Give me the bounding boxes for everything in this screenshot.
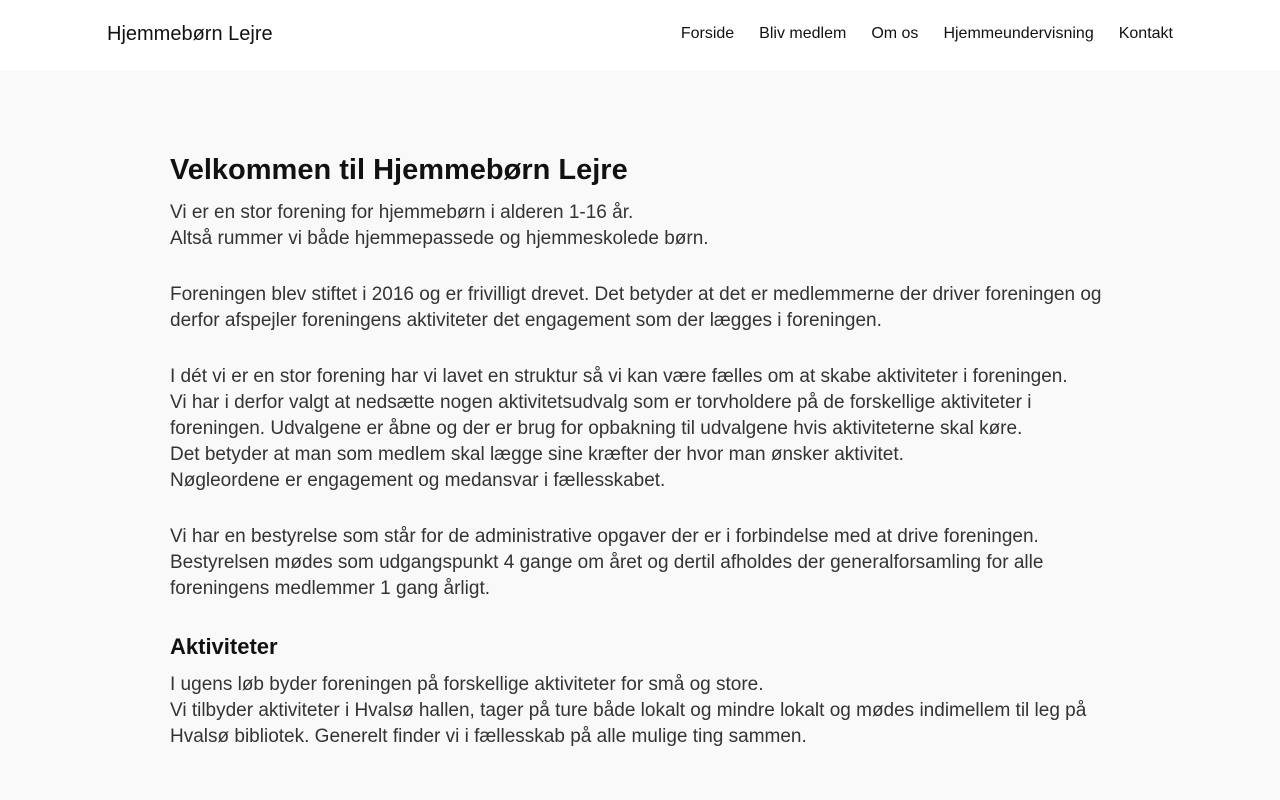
paragraph-line: Vi tilbyder aktiviteter i Hvalsø hallen, tager på ture både lokalt og mindre lokalt og mødes indimellem til leg på Hvalsø bibliotek. Generelt finder vi i fællesskab på alle mulige ting sammen. xyxy=(170,700,1087,747)
paragraph-line: Bestyrelsen mødes som udgangspunkt 4 gange om året og dertil afholdes der generalforsamling for alle foreningens medlemmer 1 gang årligt. xyxy=(170,552,1044,599)
paragraph-line: I ugens løb byder foreningen på forskellige aktiviteter for små og store. xyxy=(170,674,764,695)
intro-paragraph xyxy=(170,200,1115,252)
paragraph-line: Det betyder at man som medlem skal lægge sine kræfter der hvor man ønsker aktivitet. xyxy=(170,444,904,465)
paragraph-line: Vi har i derfor valgt at nedsætte nogen aktivitetsudvalg som er torvholdere på de forskellige aktiviteter i foreningen. Udvalgene er åbne og der er brug for opbakning til udvalgene hvis aktiviteterne skal køre. xyxy=(170,392,1032,439)
paragraph-line: Altså rummer vi både hjemmepassede og hjemmeskolede børn. xyxy=(170,228,709,249)
activities-heading: Aktiviteter xyxy=(170,634,278,659)
activities-paragraph xyxy=(170,672,1115,750)
paragraph-line: Nøgleordene er engagement og medansvar i fællesskabet. xyxy=(170,470,666,491)
nav-item-forside[interactable]: Forside xyxy=(680,25,735,42)
board-paragraph xyxy=(170,524,1115,602)
nav-item-om-os[interactable]: Om os xyxy=(871,25,919,42)
paragraph-line: Foreningen blev stiftet i 2016 og er frivilligt drevet. Det betyder at det er medlemmerne der driver foreningen og derfor afspejler foreningens aktiviteter det engagement som der lægges i foreningen. xyxy=(170,284,1102,331)
site-title-link[interactable]: Hjemmebørn Lejre xyxy=(107,23,273,45)
main-nav xyxy=(681,24,1173,44)
paragraph-line: Vi er en stor forening for hjemmebørn i alderen 1-16 år. xyxy=(170,202,634,223)
founding-paragraph xyxy=(170,282,1115,334)
nav-item-hjemmeundervisning[interactable]: Hjemmeundervisning xyxy=(943,25,1094,42)
main-content xyxy=(170,150,1115,780)
paragraph-line: Vi har en bestyrelse som står for de administrative opgaver der er i forbindelse med at drive foreningen. xyxy=(170,526,1039,547)
page-title: Velkommen til Hjemmebørn Lejre xyxy=(170,154,628,186)
nav-item-bliv-medlem[interactable]: Bliv medlem xyxy=(759,25,847,42)
site-header xyxy=(0,0,1280,70)
nav-item-kontakt[interactable]: Kontakt xyxy=(1118,25,1173,42)
structure-paragraph xyxy=(170,364,1115,494)
paragraph-line: I dét vi er en stor forening har vi lavet en struktur så vi kan være fælles om at skabe aktiviteter i foreningen. xyxy=(170,366,1068,387)
